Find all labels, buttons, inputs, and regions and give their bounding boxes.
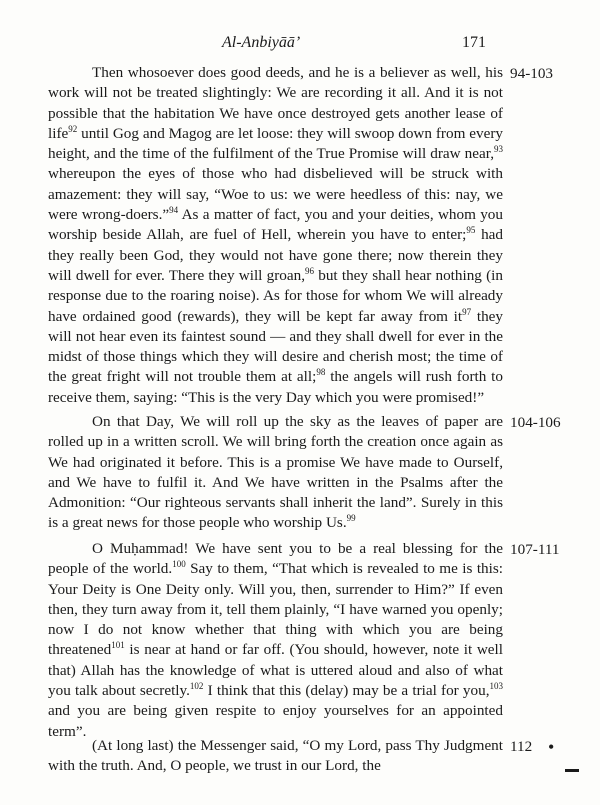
footnote-marker: 95 [466, 225, 476, 236]
footnote-marker: 92 [68, 123, 78, 134]
passage-text: O Muḥammad! We have sent you to be a real blessing for the people of the world.$^{100}$ Say to them, “That which is revealed to me is this: Your Deity is One Deity only. Will you, then, surrender to Him?” If even then, they turn away from it, tell them plainly, “I have warned you openly; now I do not know whether that thing with which you are being threatened$^{101}$ is near at hand or far off. (You should, however, note it well that) Allah has the knowledge of what is uttered aloud and also of what you talk about secretly.$^{102}$ I think that this (delay) may be a trial for you,$^{103}$ and you are being given respite to enjoy yourselves for an appointed term”. [48, 540, 503, 740]
footnote-marker: 102 [189, 681, 204, 692]
footnote-marker: 98 [316, 367, 326, 378]
running-title: Al-Anbiyāā’ [222, 34, 301, 51]
verse-reference: 107-111 [510, 541, 560, 558]
page-number: 171 [462, 34, 486, 51]
passage-104-106 [48, 412, 503, 534]
passage-text: On that Day, We will roll up the sky as the leaves of paper are rolled up in a written scroll. We will bring forth the creation once again as We had originated it before. This is a promise We have made to Ourself, and We have to fulfil it. And We have written in the Psalms after the Admonition: “Our righteous servants shall inherit the land”. Surely in this is a great news for those people who worship Us.$^{99}$ [48, 413, 503, 532]
footnote-marker: 100 [172, 559, 186, 570]
margin-dash [565, 769, 579, 772]
footnote-marker: 99 [346, 513, 356, 524]
footnote-marker: 94 [169, 205, 179, 216]
footnote-marker: 97 [462, 306, 472, 317]
verse-reference: 112 [510, 738, 533, 755]
footnote-marker: 103 [489, 681, 503, 692]
page-header [0, 28, 600, 52]
bullet-mark: • [548, 737, 555, 757]
passage-94-103 [48, 63, 503, 408]
footnote-marker: 93 [494, 144, 503, 155]
passage-text: (At long last) the Messenger said, “O my Lord, pass Thy Judgment with the truth. And, O people, we trust in our Lord, the [48, 737, 503, 775]
verse-reference: 104-106 [510, 414, 561, 431]
verse-reference: 94-103 [510, 65, 554, 82]
passage-text: Then whosoever does good deeds, and he is a believer as well, his work will not be treated slightingly: We are recording it all. And it is not possible that the habitation We have once destroyed gets another lease of life$^{92}$ until Gog and Magog are let loose: they will swoop down from every height, and the time of the fulfilment of the True Promise will draw near,$^{93}$ whereupon the eyes of those who had disbelieved will be struck with amazement: they will say, “Woe to us: we were heedless of this: nay, we were wrong-doers.”$^{94}$ As a matter of fact, you and your deities, whom you worship beside Allah, are fuel of Hell, wherein you have to enter;$^{95}$ had they really been God, they would not have gone there; now therein they will dwell for ever. There they will groan,$^{96}$ but they shall hear nothing (in response due to the roaring noise). As for those for whom We will already have ordained good (rewards), they will be kept far away from $it^{97}$ they will not hear even its faintest sound — and they shall dwell for ever in the midst of those things which they will desire and cherish most; the time of the great fright will not trouble them at all;$^{98}$ the angels will rush forth to receive them, saying: “This is the very Day which you were promised!” [48, 64, 504, 406]
footnote-marker: 101 [111, 640, 125, 651]
passage-112 [48, 736, 503, 777]
passage-107-111 [48, 539, 503, 742]
footnote-marker: 96 [305, 265, 315, 276]
